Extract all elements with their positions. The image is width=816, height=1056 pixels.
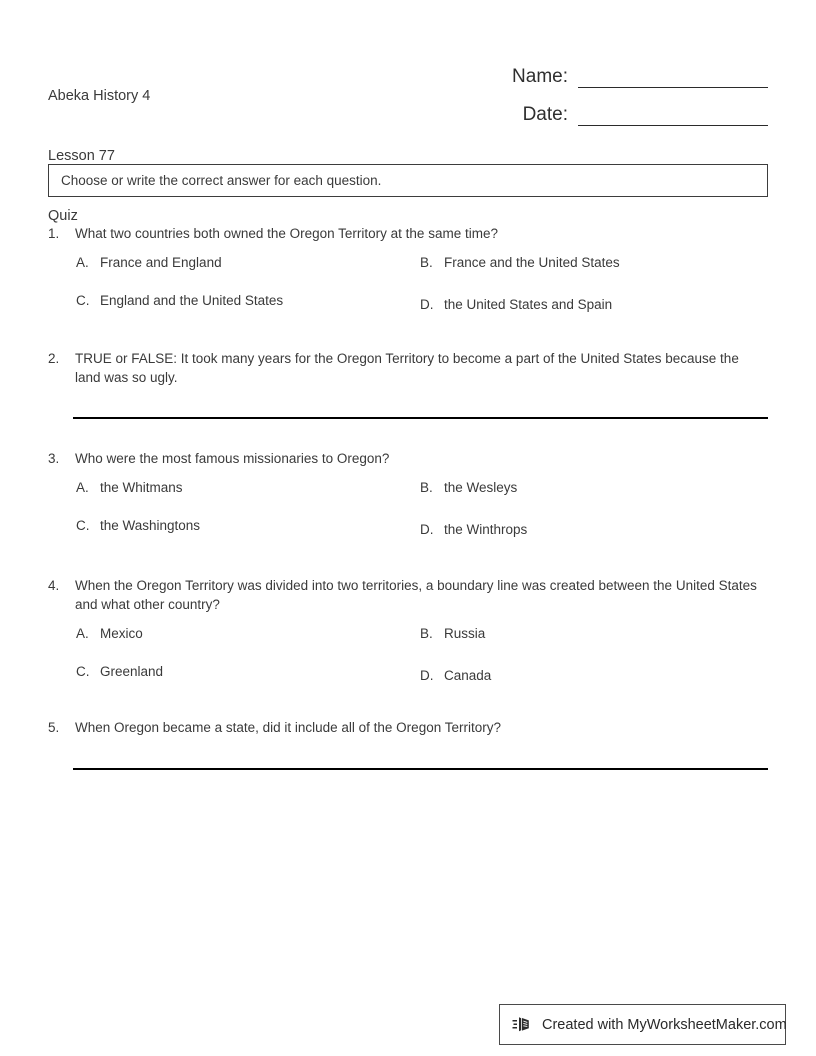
option-text: the Wesleys [444, 480, 518, 495]
option-text: France and England [100, 255, 222, 270]
question-3-head [48, 449, 768, 468]
question-1-head [48, 224, 768, 243]
option-letter: A. [76, 626, 89, 641]
option-letter: C. [76, 293, 90, 308]
option-letter: C. [76, 518, 90, 533]
option-letter: B. [420, 255, 433, 270]
question-1-option-d[interactable] [420, 295, 612, 314]
instruction-text: Choose or write the correct answer for each question. [61, 173, 382, 188]
question-4-option-d[interactable] [420, 666, 491, 685]
question-4-text: When the Oregon Territory was divided into two territories, a boundary line was created between the United States and what other country? [75, 578, 757, 612]
option-text: Greenland [100, 664, 164, 679]
question-2 [48, 349, 768, 419]
option-text: France and the United States [444, 255, 620, 270]
option-text: the Washingtons [100, 518, 201, 533]
question-2-head [48, 349, 768, 387]
question-3-option-d[interactable] [420, 520, 527, 539]
option-letter: D. [420, 522, 434, 537]
title-line-2: Lesson 77 [48, 148, 115, 164]
question-2-answer-line[interactable] [73, 417, 768, 419]
option-letter: A. [76, 480, 89, 495]
option-letter: B. [420, 480, 433, 495]
name-date-block [478, 50, 768, 126]
option-letter: C. [76, 664, 90, 679]
question-3-option-b[interactable] [420, 478, 517, 497]
title-line-1: Abeka History 4 [48, 88, 151, 104]
question-4-options [48, 624, 768, 696]
date-input-line[interactable] [578, 105, 768, 126]
option-text: Canada [444, 668, 492, 683]
option-text: the Winthrops [444, 522, 528, 537]
question-3-options [48, 478, 768, 550]
title-line-3: Quiz [48, 208, 78, 224]
question-3-option-c[interactable] [76, 516, 200, 535]
option-letter: A. [76, 255, 89, 270]
question-1-option-b[interactable] [420, 253, 620, 272]
question-list [48, 224, 768, 770]
question-2-text: TRUE or FALSE: It took many years for the Oregon Territory to become a part of the United States because the land was so ugly. [75, 351, 739, 385]
option-text: the Whitmans [100, 480, 183, 495]
option-text: Russia [444, 626, 486, 641]
question-4 [48, 576, 768, 696]
question-5-text: When Oregon became a state, did it include all of the Oregon Territory? [75, 720, 501, 735]
option-letter: D. [420, 297, 434, 312]
question-4-option-a[interactable] [76, 624, 143, 643]
question-3-number: 3. [48, 451, 60, 466]
question-1-option-a[interactable] [76, 253, 222, 272]
question-1-number: 1. [48, 226, 60, 241]
myworksheetmaker-logo-icon [512, 1014, 534, 1036]
question-3-text: Who were the most famous missionaries to Oregon? [75, 451, 390, 466]
question-3-option-a[interactable] [76, 478, 183, 497]
question-4-head [48, 576, 768, 614]
date-label: Date: [522, 104, 568, 125]
option-text: the United States and Spain [444, 297, 613, 312]
question-5-head [48, 718, 768, 737]
name-label: Name: [512, 66, 568, 87]
name-input-line[interactable] [578, 67, 768, 88]
question-5 [48, 718, 768, 770]
question-1 [48, 224, 768, 325]
option-letter: B. [420, 626, 433, 641]
question-3 [48, 449, 768, 550]
option-text: Mexico [100, 626, 143, 641]
question-4-option-b[interactable] [420, 624, 485, 643]
instruction-box [48, 164, 768, 197]
question-2-number: 2. [48, 351, 60, 366]
option-text: England and the United States [100, 293, 284, 308]
question-1-option-c[interactable] [76, 291, 283, 310]
question-1-options [48, 253, 768, 325]
question-5-number: 5. [48, 720, 60, 735]
question-1-text: What two countries both owned the Oregon Territory at the same time? [75, 226, 498, 241]
name-row [478, 50, 768, 88]
option-letter: D. [420, 668, 434, 683]
date-row [478, 88, 768, 126]
footer-badge[interactable] [499, 1004, 786, 1045]
question-4-option-c[interactable] [76, 662, 163, 681]
question-5-answer-line[interactable] [73, 768, 768, 770]
question-4-number: 4. [48, 578, 60, 593]
footer-badge-text: Created with MyWorksheetMaker.com [542, 1016, 787, 1033]
